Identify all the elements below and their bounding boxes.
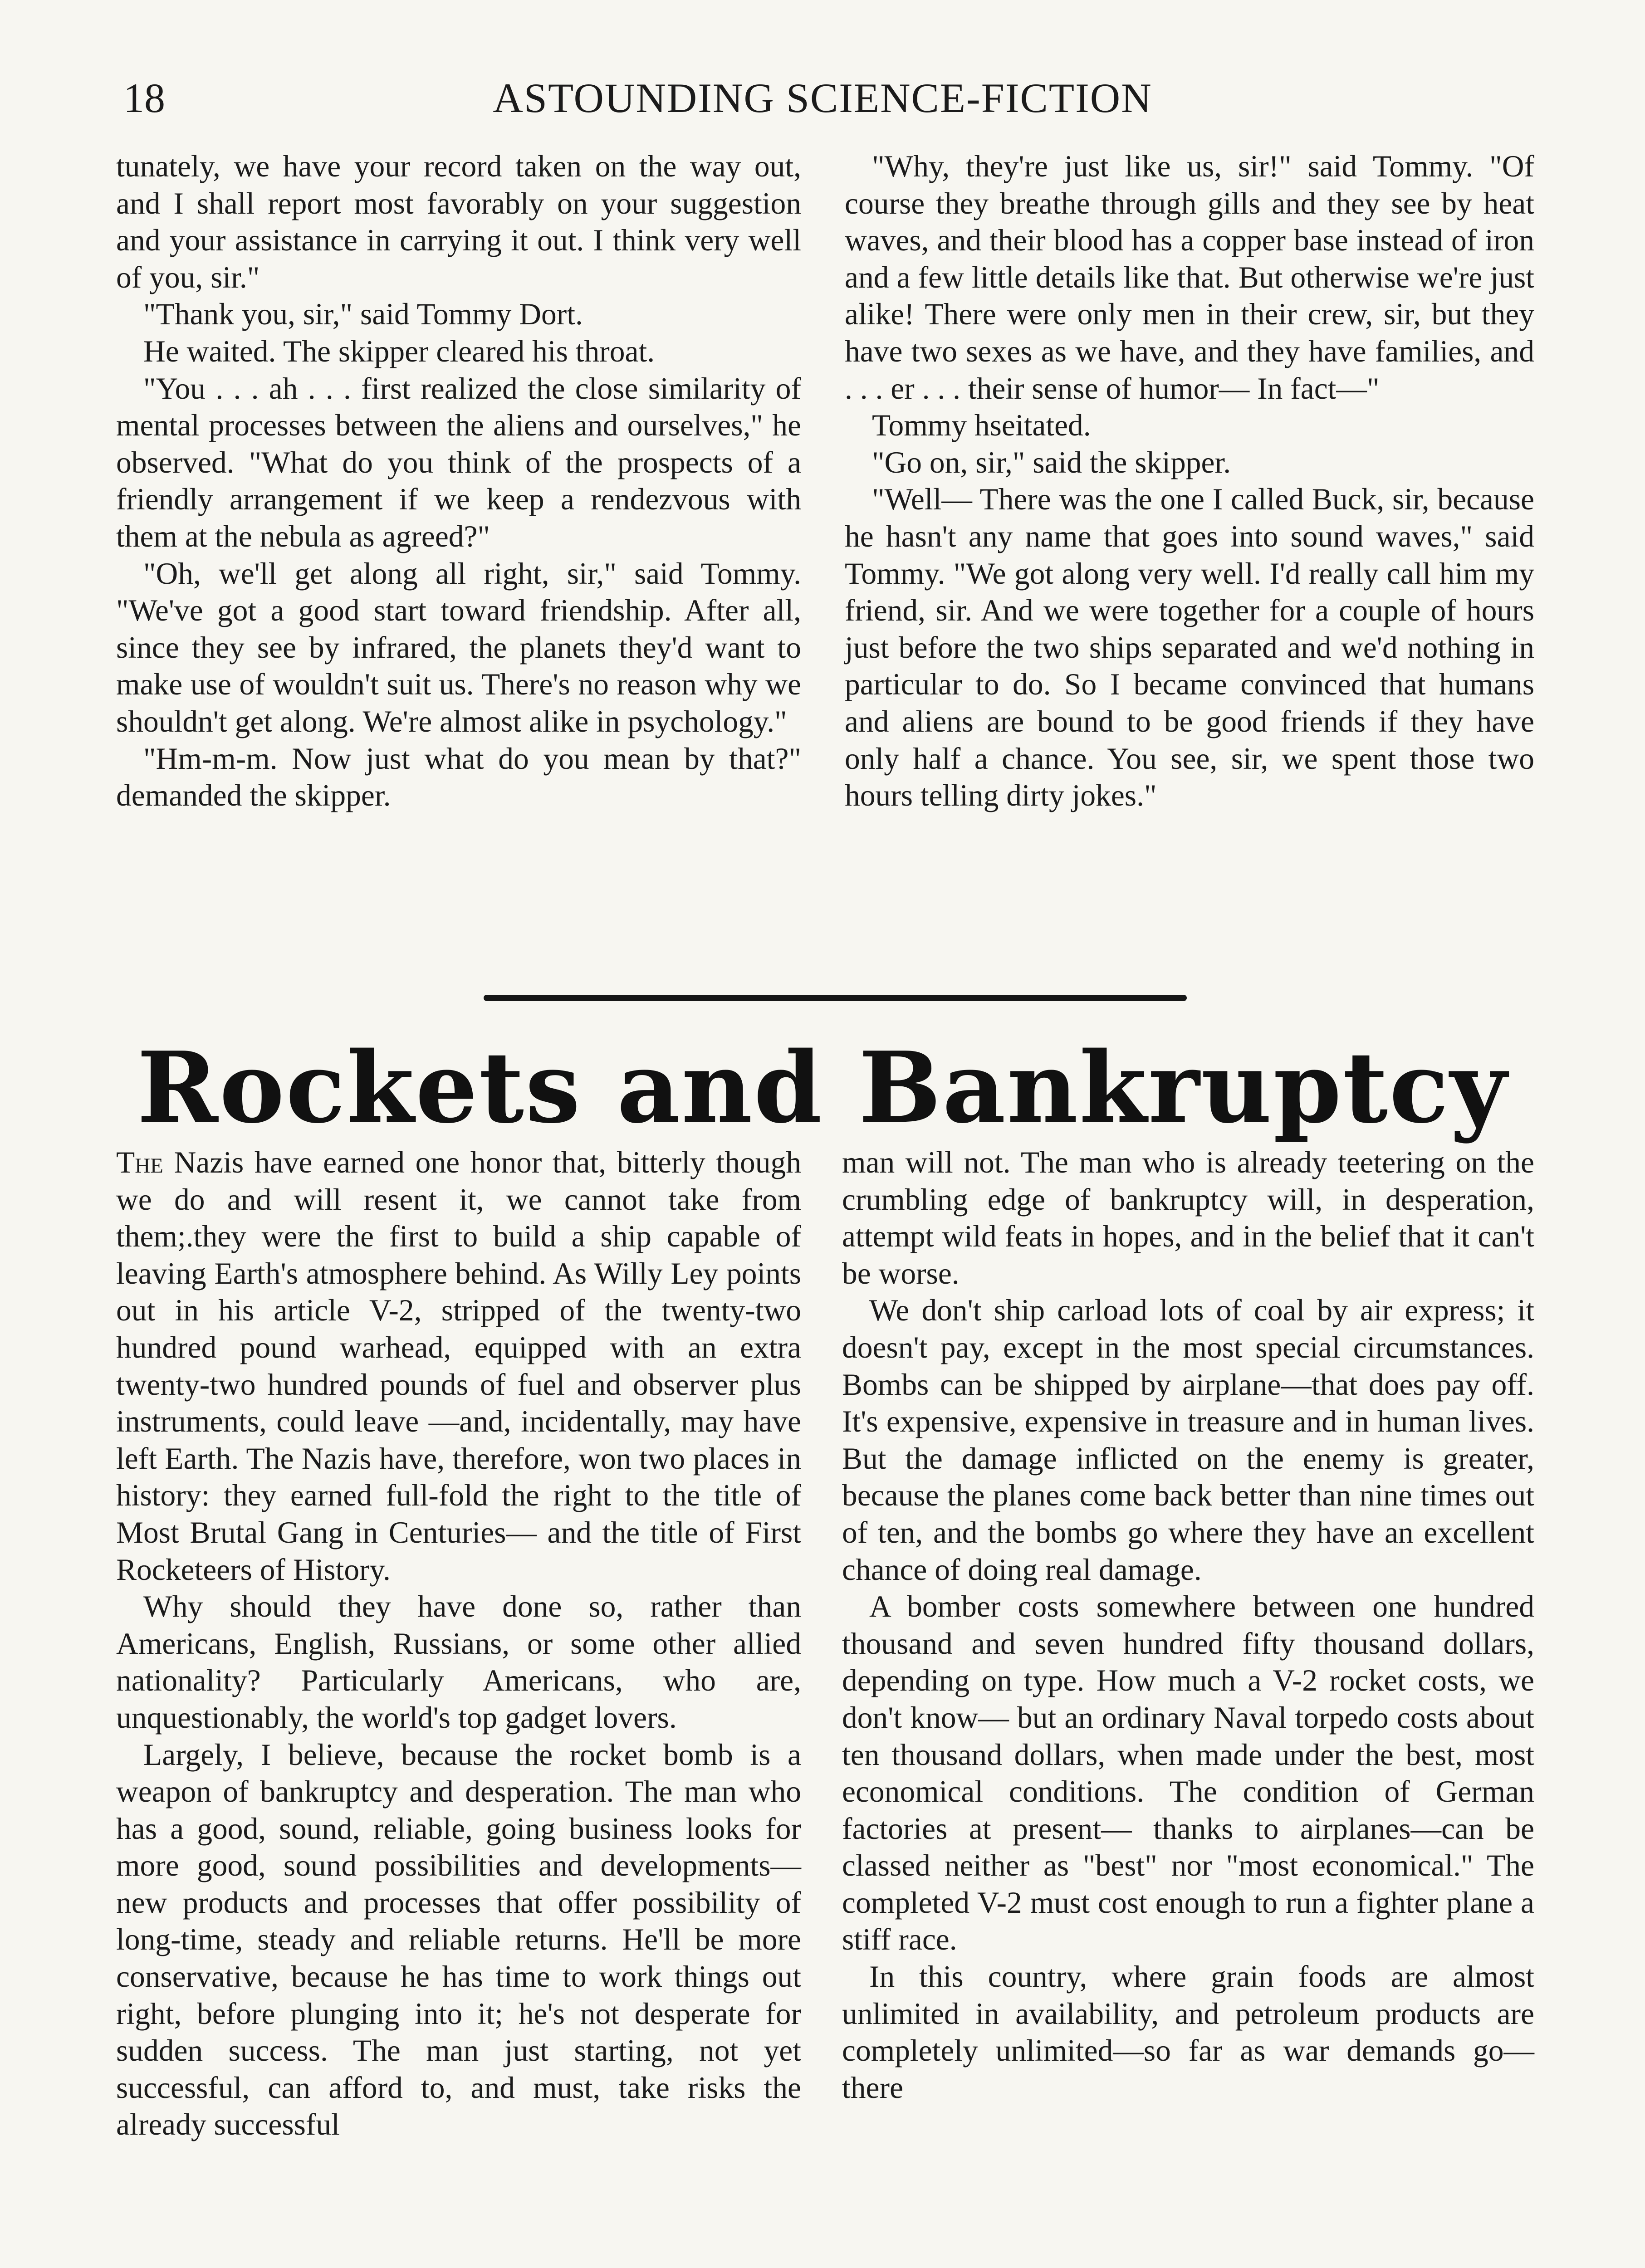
paragraph: "You . . . ah . . . first realized the close similarity of mental processes between the aliens and ourselves," he observed. "What do you think of the prospects of a friendly arrangement if we keep a rendezvous with them at the nebula as agreed?" bbox=[116, 371, 801, 553]
paragraph: tunately, we have your record taken on the way out, and I shall report most favorably on your suggestion and your assistance in carrying it out. I think very well of you, sir." bbox=[116, 149, 801, 294]
paragraph: Why should they have done so, rather than Americans, English, Russians, or some other allied nationality? Particularly Americans, who are, unquestionably, the world's top gadget lovers. bbox=[116, 1589, 801, 1735]
paragraph: "Hm-m-m. Now just what do you mean by that?" demanded the skipper. bbox=[116, 741, 801, 813]
paragraph: Largely, I believe, because the rocket bomb is a weapon of bankruptcy and desperation. The man who has a good, sound, reliable, going business looks for more good, sound possibilities and developments—new products and processes that offer possibility of long-time, steady and reliable returns. He'll be more conservative, because he has time to work things out right, before plunging into it; he's not desperate for sudden success. The man just starting, not yet successful, can afford to, and must, take risks the already successful bbox=[116, 1737, 801, 2142]
paragraph: He waited. The skipper cleared his throat. bbox=[143, 334, 655, 368]
page-number: 18 bbox=[123, 75, 165, 121]
paragraph: "Go on, sir," said the skipper. bbox=[872, 445, 1231, 479]
paragraph: "Well— There was the one I called Buck, sir, because he hasn't any name that goes into sound waves," said Tommy. "We got along very well. I'd really call him my friend, sir. And we were together for a couple of hours just before the two ships separated and we'd nothing in particular to do. So I became convinced that humans and aliens are bound to be good friends if they have only half a chance. You see, sir, we spent those two hours telling dirty jokes." bbox=[845, 482, 1534, 813]
article-right-column bbox=[842, 1144, 1534, 2106]
paragraph: We don't ship carload lots of coal by air express; it doesn't pay, except in the most special circumstances. Bombs can be shipped by airplane—that does pay off. It's expensive, expensive in treasure and in human lives. But the damage inflicted on the enemy is greater, because the planes come back better than nine times out of ten, and the bombs go where they have an excellent chance of doing real damage. bbox=[842, 1293, 1534, 1587]
paragraph: "Thank you, sir," said Tommy Dort. bbox=[143, 297, 583, 332]
paragraph: man will not. The man who is already teetering on the crumbling edge of bankruptcy will, in desperation, attempt wild feats in hopes, and in the belief that it can't be worse. bbox=[842, 1145, 1534, 1290]
story-end-right-column bbox=[845, 148, 1534, 814]
paragraph: "Why, they're just like us, sir!" said Tommy. "Of course they breathe through gills and they see by heat waves, and their blood has a copper base instead of iron and a few little details like that. But otherwise we're just alike! There were only men in their crew, sir, but they have two sexes as we have, and they have families, and . . . er . . . their sense of humor— In fact—" bbox=[845, 149, 1534, 406]
paragraph: In this country, where grain foods are almost unlimited in availability, and petroleum products are completely unlimited—so far as war demands go—there bbox=[842, 1960, 1534, 2105]
story-end-left-column bbox=[116, 148, 801, 814]
lead-word: The bbox=[116, 1145, 163, 1179]
running-head: ASTOUNDING SCIENCE-FICTION bbox=[493, 75, 1152, 121]
lead-paragraph bbox=[116, 1144, 801, 1588]
lead-paragraph-text: Nazis have earned one honor that, bitterly though we do and will resent it, we cannot take from them;.they were the first to build a ship capable of leaving Earth's atmosphere behind. As Willy Ley points out in his article V-2, stripped of the twenty-two hundred pound warhead, equipped with an extra twenty-two hundred pounds of fuel and observer plus instruments, could leave —and, incidentally, may have left Earth. The Nazis have, therefore, won two places in history: they earned full-fold the right to the title of Most Brutal Gang in Centuries— and the title of First Rocketeers of History. bbox=[116, 1145, 801, 1587]
paragraph: A bomber costs somewhere between one hundred thousand and seven hundred fifty thousand dollars, depending on type. How much a V-2 rocket costs, we don't know— but an ordinary Naval torpedo costs about ten thousand dollars, when made under the best, most economical conditions. The condition of German factories at present— thanks to airplanes—can be classed neither as "best" nor "most economical." The completed V-2 must cost enough to run a fighter plane a stiff race. bbox=[842, 1589, 1534, 1957]
paragraph: "Oh, we'll get along all right, sir," said Tommy. "We've got a good start toward friendship. After all, since they see by infrared, the planets they'd want to make use of wouldn't suit us. There's no reason why we shouldn't get along. We're almost alike in psychology." bbox=[116, 556, 801, 738]
section-divider-rule bbox=[484, 995, 1187, 1001]
paragraph: Tommy hseitated. bbox=[872, 408, 1091, 443]
article-headline: Rockets and Bankruptcy bbox=[137, 1030, 1508, 1145]
article-left-column bbox=[116, 1144, 801, 2143]
